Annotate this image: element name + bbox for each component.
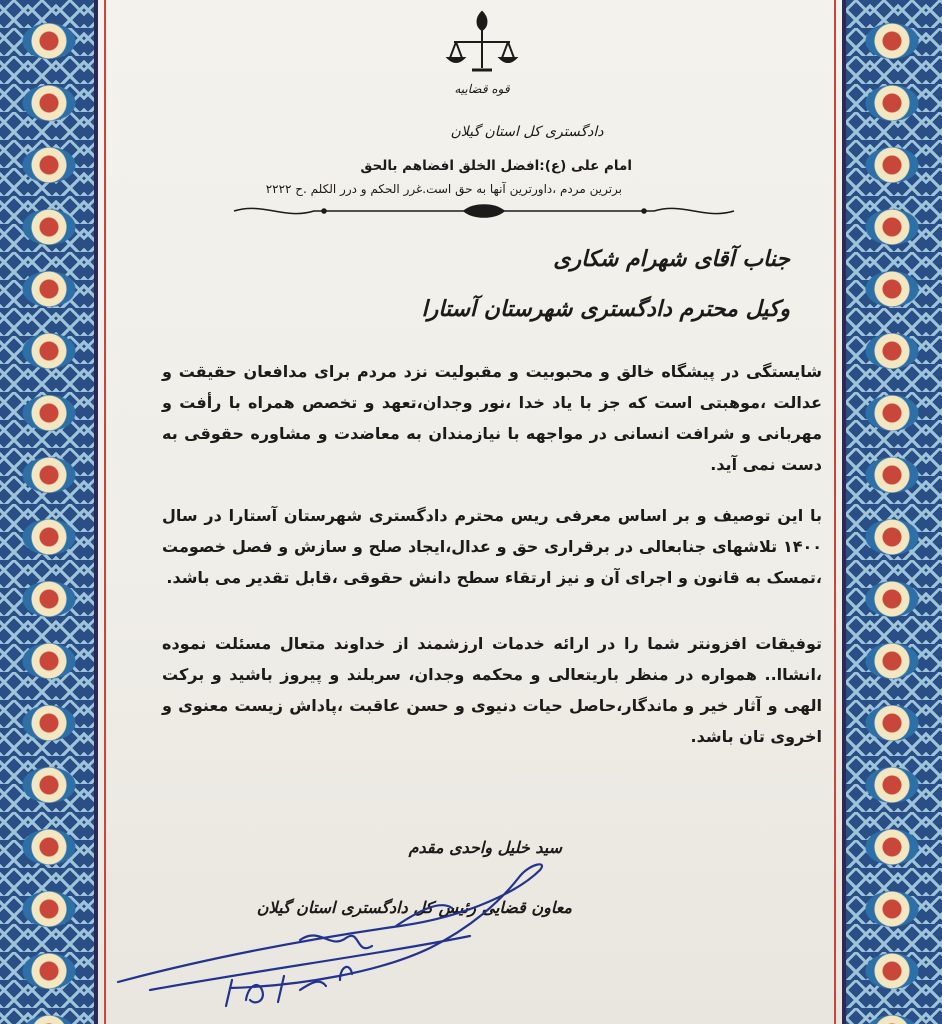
header-quote: امام علی (ع):افضل الخلق افضاهم بالحق [360, 158, 632, 174]
judiciary-emblem-icon [442, 8, 522, 78]
recipient-name: جناب آقای شهرام شکاری [553, 246, 790, 272]
signatory-title: معاون قضایی رئیس کل دادگستری استان گیلان [256, 898, 572, 917]
body-paragraph-2: با این توصیف و بر اساس معرفی ریس محترم دادگستری شهرستان آستارا در سال ۱۴۰۰ تلاشهای جنابعالی در برقراری حق و عدال،ایجاد صلح و سازش و فصل خصومت ،تمسک به قانون و اجرای آن و نیز ارتقاء سطح دانش حقوقی ،قابل تقدیر می باشد. [162, 506, 822, 587]
body-paragraph-3: توفیقات افزونتر شما را در ارائه خدمات ارزشمند از خداوند متعال مسئلت نموده ،انشاا.. همواره در منظر باریتعالی و محکمه وجدان، سربلند و پیروز باشید و برکت الهی و آثار خیر و ماندگار،حاصل حیات دنیوی و حسن عاقبت ،پاداش زیست معنوی و اخروی تان باشد. [162, 634, 822, 746]
signatory-name: سید خلیل واحدی مقدم [408, 838, 562, 857]
recipient-title: وکیل محترم دادگستری شهرستان آستارا [421, 296, 790, 322]
ornamental-divider [224, 200, 744, 222]
body-paragraph-1: شایستگی در پیشگاه خالق و محبوبیت و مقبولیت نزد مردم برای مدافعان حقیقت و عدالت ،موهبتی است که جز با یاد خدا ،نور وجدان،تعهد و تخصص همراه با رأفت و مهربانی و شرافت انسانی در مواجهه با نیازمندان به معاضدت و مشاوره حقوقی به دست نمی آید. [162, 362, 822, 474]
ornamental-border-right [842, 0, 942, 1024]
judiciary-label: قوه قضاییه [454, 82, 510, 96]
department-name: دادگستری کل استان گیلان [450, 124, 604, 140]
inner-border-line-right [834, 0, 836, 1024]
handwritten-signature [0, 830, 716, 1024]
quote-translation: برترین مردم ،داورترین آنها به حق است.غرر الحکم و درر الکلم .ح ۲۲۲۲ [265, 182, 622, 196]
